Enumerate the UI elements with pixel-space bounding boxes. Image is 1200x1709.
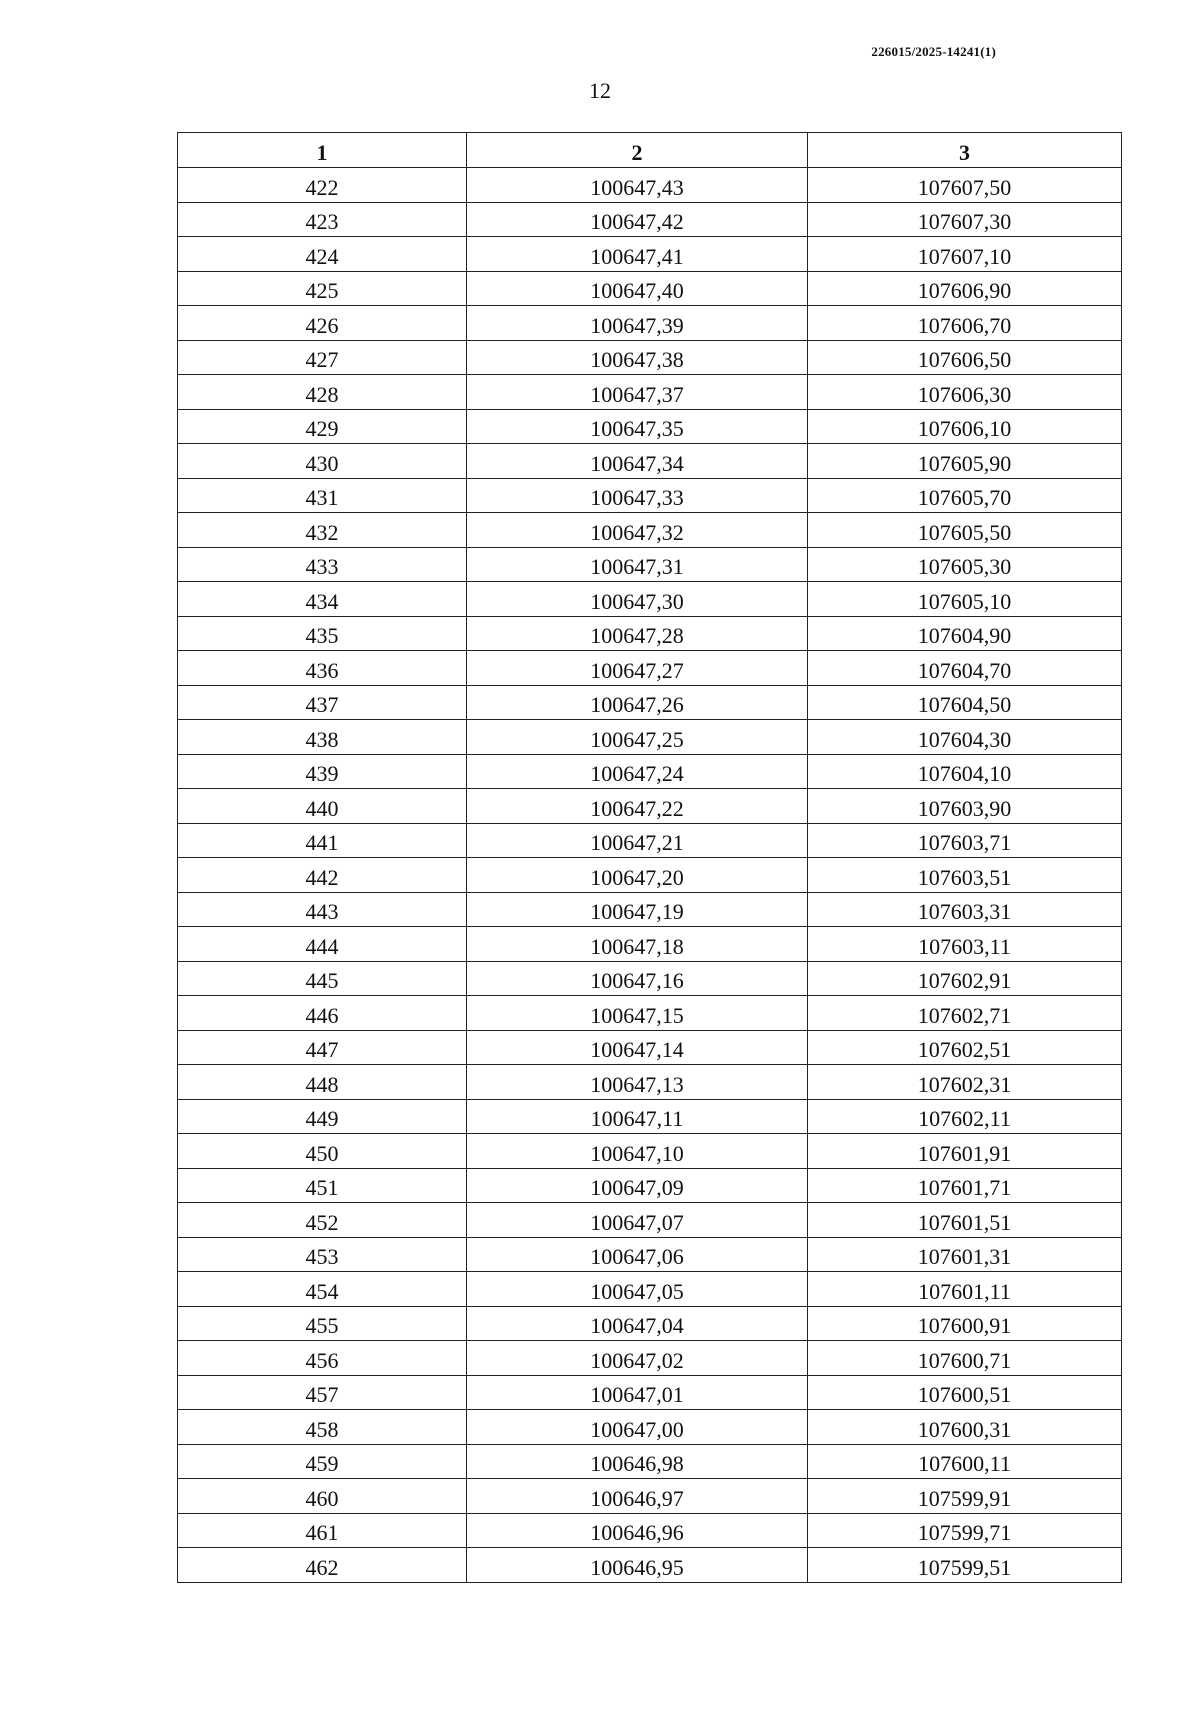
table-header-row [178, 133, 1122, 168]
point-number-cell: 449 [178, 1099, 467, 1134]
point-number-cell: 426 [178, 306, 467, 341]
point-number-cell: 433 [178, 547, 467, 582]
point-number-cell: 444 [178, 927, 467, 962]
y-coordinate-cell: 107599,91 [808, 1479, 1122, 1514]
table-row [178, 1030, 1122, 1065]
point-number-cell: 461 [178, 1513, 467, 1548]
point-number-cell: 425 [178, 271, 467, 306]
column-header-3: 3 [808, 133, 1122, 168]
x-coordinate-cell: 100647,20 [467, 858, 808, 893]
x-coordinate-cell: 100647,06 [467, 1237, 808, 1272]
point-number-cell: 438 [178, 720, 467, 755]
point-number-cell: 446 [178, 996, 467, 1031]
table-row [178, 1410, 1122, 1445]
x-coordinate-cell: 100647,42 [467, 202, 808, 237]
y-coordinate-cell: 107602,51 [808, 1030, 1122, 1065]
table-row [178, 513, 1122, 548]
x-coordinate-cell: 100647,01 [467, 1375, 808, 1410]
x-coordinate-cell: 100646,95 [467, 1548, 808, 1583]
y-coordinate-cell: 107599,71 [808, 1513, 1122, 1548]
y-coordinate-cell: 107604,30 [808, 720, 1122, 755]
y-coordinate-cell: 107603,11 [808, 927, 1122, 962]
x-coordinate-cell: 100646,96 [467, 1513, 808, 1548]
point-number-cell: 456 [178, 1341, 467, 1376]
x-coordinate-cell: 100647,37 [467, 375, 808, 410]
table-row [178, 927, 1122, 962]
y-coordinate-cell: 107600,11 [808, 1444, 1122, 1479]
point-number-cell: 462 [178, 1548, 467, 1583]
x-coordinate-cell: 100647,13 [467, 1065, 808, 1100]
y-coordinate-cell: 107600,91 [808, 1306, 1122, 1341]
table-row [178, 202, 1122, 237]
x-coordinate-cell: 100647,21 [467, 823, 808, 858]
y-coordinate-cell: 107602,71 [808, 996, 1122, 1031]
point-number-cell: 439 [178, 754, 467, 789]
point-number-cell: 451 [178, 1168, 467, 1203]
x-coordinate-cell: 100647,04 [467, 1306, 808, 1341]
x-coordinate-cell: 100647,09 [467, 1168, 808, 1203]
y-coordinate-cell: 107606,30 [808, 375, 1122, 410]
table-row [178, 306, 1122, 341]
point-number-cell: 448 [178, 1065, 467, 1100]
x-coordinate-cell: 100647,16 [467, 961, 808, 996]
point-number-cell: 455 [178, 1306, 467, 1341]
table-row [178, 720, 1122, 755]
y-coordinate-cell: 107607,10 [808, 237, 1122, 272]
y-coordinate-cell: 107599,51 [808, 1548, 1122, 1583]
table-row [178, 858, 1122, 893]
x-coordinate-cell: 100647,33 [467, 478, 808, 513]
x-coordinate-cell: 100647,07 [467, 1203, 808, 1238]
point-number-cell: 459 [178, 1444, 467, 1479]
y-coordinate-cell: 107604,50 [808, 685, 1122, 720]
point-number-cell: 427 [178, 340, 467, 375]
point-number-cell: 458 [178, 1410, 467, 1445]
table-row [178, 754, 1122, 789]
point-number-cell: 437 [178, 685, 467, 720]
table-row [178, 1099, 1122, 1134]
point-number-cell: 429 [178, 409, 467, 444]
y-coordinate-cell: 107605,30 [808, 547, 1122, 582]
x-coordinate-cell: 100647,05 [467, 1272, 808, 1307]
table-row [178, 271, 1122, 306]
x-coordinate-cell: 100647,28 [467, 616, 808, 651]
x-coordinate-cell: 100647,35 [467, 409, 808, 444]
x-coordinate-cell: 100647,00 [467, 1410, 808, 1445]
point-number-cell: 430 [178, 444, 467, 479]
table-row [178, 996, 1122, 1031]
y-coordinate-cell: 107600,51 [808, 1375, 1122, 1410]
table-row [178, 1375, 1122, 1410]
table-row [178, 1444, 1122, 1479]
point-number-cell: 422 [178, 168, 467, 203]
table-row [178, 823, 1122, 858]
point-number-cell: 460 [178, 1479, 467, 1514]
point-number-cell: 436 [178, 651, 467, 686]
table-row [178, 1341, 1122, 1376]
table-row [178, 1203, 1122, 1238]
column-header-1: 1 [178, 133, 467, 168]
table-row [178, 478, 1122, 513]
table-row [178, 1272, 1122, 1307]
x-coordinate-cell: 100647,39 [467, 306, 808, 341]
page-number: 12 [589, 78, 611, 103]
table-row [178, 1479, 1122, 1514]
table-row [178, 168, 1122, 203]
y-coordinate-cell: 107604,70 [808, 651, 1122, 686]
table-row [178, 1237, 1122, 1272]
y-coordinate-cell: 107601,91 [808, 1134, 1122, 1169]
point-number-cell: 453 [178, 1237, 467, 1272]
table-row [178, 547, 1122, 582]
y-coordinate-cell: 107601,51 [808, 1203, 1122, 1238]
point-number-cell: 452 [178, 1203, 467, 1238]
x-coordinate-cell: 100647,10 [467, 1134, 808, 1169]
y-coordinate-cell: 107601,71 [808, 1168, 1122, 1203]
point-number-cell: 423 [178, 202, 467, 237]
point-number-cell: 454 [178, 1272, 467, 1307]
x-coordinate-cell: 100647,26 [467, 685, 808, 720]
point-number-cell: 457 [178, 1375, 467, 1410]
point-number-cell: 441 [178, 823, 467, 858]
y-coordinate-cell: 107604,10 [808, 754, 1122, 789]
y-coordinate-cell: 107606,90 [808, 271, 1122, 306]
table-row [178, 1513, 1122, 1548]
document-reference-number: 226015/2025-14241(1) [871, 44, 996, 59]
x-coordinate-cell: 100647,02 [467, 1341, 808, 1376]
y-coordinate-cell: 107601,11 [808, 1272, 1122, 1307]
table-row [178, 1306, 1122, 1341]
coordinates-table [177, 132, 1122, 1583]
table-row [178, 616, 1122, 651]
y-coordinate-cell: 107604,90 [808, 616, 1122, 651]
x-coordinate-cell: 100647,40 [467, 271, 808, 306]
point-number-cell: 443 [178, 892, 467, 927]
x-coordinate-cell: 100647,34 [467, 444, 808, 479]
table-row [178, 1168, 1122, 1203]
table-row [178, 1134, 1122, 1169]
x-coordinate-cell: 100646,98 [467, 1444, 808, 1479]
table-row [178, 409, 1122, 444]
y-coordinate-cell: 107606,50 [808, 340, 1122, 375]
y-coordinate-cell: 107603,31 [808, 892, 1122, 927]
y-coordinate-cell: 107602,11 [808, 1099, 1122, 1134]
y-coordinate-cell: 107603,90 [808, 789, 1122, 824]
y-coordinate-cell: 107607,50 [808, 168, 1122, 203]
table-row [178, 1548, 1122, 1583]
x-coordinate-cell: 100647,32 [467, 513, 808, 548]
x-coordinate-cell: 100646,97 [467, 1479, 808, 1514]
point-number-cell: 424 [178, 237, 467, 272]
x-coordinate-cell: 100647,43 [467, 168, 808, 203]
point-number-cell: 428 [178, 375, 467, 410]
table-row [178, 651, 1122, 686]
x-coordinate-cell: 100647,14 [467, 1030, 808, 1065]
x-coordinate-cell: 100647,25 [467, 720, 808, 755]
y-coordinate-cell: 107602,31 [808, 1065, 1122, 1100]
table-row [178, 892, 1122, 927]
y-coordinate-cell: 107606,10 [808, 409, 1122, 444]
point-number-cell: 431 [178, 478, 467, 513]
point-number-cell: 440 [178, 789, 467, 824]
table-row [178, 340, 1122, 375]
table-row [178, 237, 1122, 272]
table-row [178, 685, 1122, 720]
y-coordinate-cell: 107600,71 [808, 1341, 1122, 1376]
x-coordinate-cell: 100647,11 [467, 1099, 808, 1134]
y-coordinate-cell: 107602,91 [808, 961, 1122, 996]
table-row [178, 961, 1122, 996]
point-number-cell: 442 [178, 858, 467, 893]
table-row [178, 1065, 1122, 1100]
x-coordinate-cell: 100647,19 [467, 892, 808, 927]
x-coordinate-cell: 100647,41 [467, 237, 808, 272]
point-number-cell: 450 [178, 1134, 467, 1169]
y-coordinate-cell: 107600,31 [808, 1410, 1122, 1445]
point-number-cell: 434 [178, 582, 467, 617]
y-coordinate-cell: 107606,70 [808, 306, 1122, 341]
table-row [178, 789, 1122, 824]
table-body [178, 168, 1122, 1583]
y-coordinate-cell: 107605,50 [808, 513, 1122, 548]
point-number-cell: 447 [178, 1030, 467, 1065]
x-coordinate-cell: 100647,27 [467, 651, 808, 686]
table-row [178, 582, 1122, 617]
y-coordinate-cell: 107601,31 [808, 1237, 1122, 1272]
column-header-2: 2 [467, 133, 808, 168]
x-coordinate-cell: 100647,31 [467, 547, 808, 582]
point-number-cell: 445 [178, 961, 467, 996]
table-row [178, 444, 1122, 479]
y-coordinate-cell: 107605,10 [808, 582, 1122, 617]
x-coordinate-cell: 100647,38 [467, 340, 808, 375]
x-coordinate-cell: 100647,24 [467, 754, 808, 789]
y-coordinate-cell: 107603,51 [808, 858, 1122, 893]
point-number-cell: 435 [178, 616, 467, 651]
y-coordinate-cell: 107605,70 [808, 478, 1122, 513]
point-number-cell: 432 [178, 513, 467, 548]
y-coordinate-cell: 107607,30 [808, 202, 1122, 237]
x-coordinate-cell: 100647,18 [467, 927, 808, 962]
x-coordinate-cell: 100647,22 [467, 789, 808, 824]
table-row [178, 375, 1122, 410]
x-coordinate-cell: 100647,30 [467, 582, 808, 617]
y-coordinate-cell: 107605,90 [808, 444, 1122, 479]
y-coordinate-cell: 107603,71 [808, 823, 1122, 858]
x-coordinate-cell: 100647,15 [467, 996, 808, 1031]
